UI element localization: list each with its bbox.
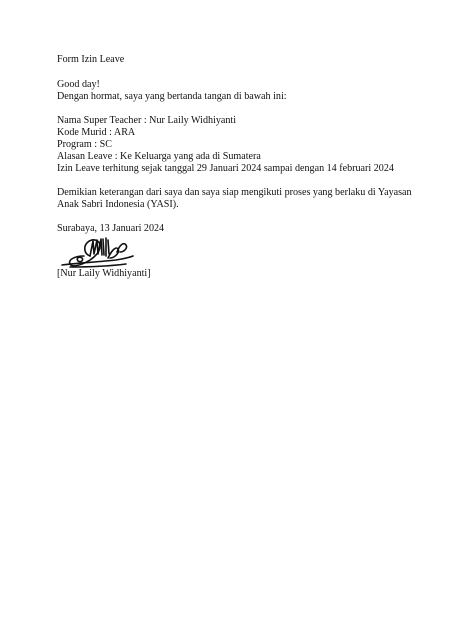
program: Program : SC — [57, 139, 112, 150]
leave-reason: Alasan Leave : Ke Keluarga yang ada di Sumatera — [57, 151, 261, 162]
closing-statement: Demikian keterangan dari saya dan saya siap mengikuti proses yang berlaku di Yayasan — [57, 187, 412, 198]
handwritten-signature — [60, 234, 136, 270]
place-date: Surabaya, 13 Januari 2024 — [57, 223, 165, 234]
leave-period: Izin Leave terhitung sejak tanggal 29 Januari 2024 sampai dengan 14 februari 2024 — [57, 163, 394, 174]
closing-statement-continued: Anak Sabri Indonesia (YASI). — [57, 199, 179, 210]
greeting: Good day! — [57, 79, 100, 90]
form-title: Form Izin Leave — [57, 54, 125, 65]
signer-name: [Nur Laily Widhiyanti] — [57, 268, 151, 279]
intro-text: Dengan hormat, saya yang bertanda tangan di bawah ini: — [57, 91, 287, 102]
teacher-name: Nama Super Teacher : Nur Laily Widhiyanti — [57, 115, 237, 126]
student-code: Kode Murid : ARA — [57, 127, 136, 138]
